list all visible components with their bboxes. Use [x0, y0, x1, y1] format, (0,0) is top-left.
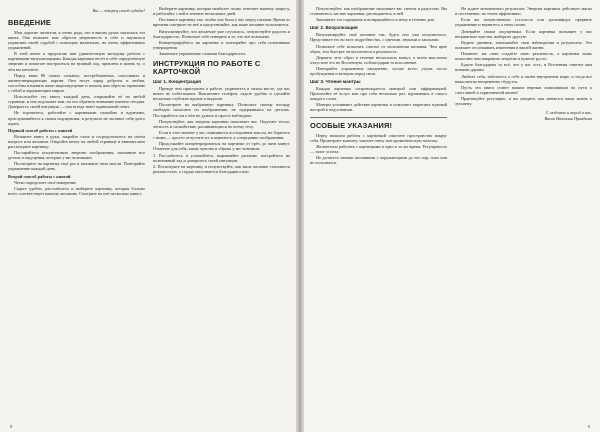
paragraph: Перед началом работы с картинкой очистите пространство вокруг себя. Проветрите комнату, зажгите свечу или ароматическую палочку. [310, 132, 447, 143]
instruction-heading: ИНСТРУКЦИЯ ПО РАБОТЕ С КАРТОЧКОЙ [153, 59, 261, 77]
paragraph: Не делитесь своими желаниями с окружающими до тех пор, пока они не исполнятся. [310, 155, 447, 166]
paragraph: Желательно работать с картинками в одно и то же время. Регулярность — залог успеха. [310, 143, 447, 154]
subheading-first-method: Первый способ работы с книгой [8, 127, 73, 133]
paragraph: Если вы почувствовали усталость или дискомфорт, прервите упражнение и вернитесь к нему позже. [455, 17, 592, 28]
book-gutter [296, 0, 304, 432]
step-2-heading: Шаг 2. Визуализация [310, 25, 358, 31]
paragraph: Перед вами 80 самых сильных, востребованных, счастливых и жизнеутверждающих картин. Они несут заряд доброты и любви, способны изменить ваше мироощущение и помочь вам обрести гармонию с собой и окружающим миром. [8, 72, 145, 93]
paragraph: Используйте эту книгу каждый день, открывайте её на любой странице, и она подскажет вам, на что обратить внимание именно сегодня. Доверьтесь своей интуиции — она всегда знает правильный ответ. [8, 94, 145, 110]
paragraph: Не торопитесь, работайте с картинками спокойно и вдумчиво, прислушивайтесь к своим ощущениям, и результат не заставит себя долго ждать. [8, 110, 145, 126]
paragraph: Сядьте удобно, расслабьтесь и выберите картинку, которая больше всего соответствует вашему желанию. Смотрите на неё несколько минут. [8, 185, 145, 196]
epigraph: Вы — творец своей судьбы! [92, 8, 145, 13]
subheading-second-method: Второй способ работы с книгой [8, 173, 71, 179]
step-1-heading: Шаг 1. Концентрация [153, 79, 201, 85]
paragraph: Будьте благодарны за всё, что у вас есть, и Вселенная ответит вам новыми дарами. [455, 62, 592, 73]
left-page [0, 0, 298, 432]
paragraph: В этой книге я предлагаю вам удивительную методику работы с картинками-визуализациями. Каждая картинка несёт в себе определённую энергию и помогает настроиться на нужный лад, привлечь в жизнь то, о чём вы мечтаете. [8, 51, 145, 72]
paragraph: Держите этот образ в течение нескольких минут, а затем мысленно отпустите его во Вселенную, поблагодарив за исполнение. [310, 54, 447, 65]
paragraph: Визуализируйте, что желаемое уже случилось, почувствуйте радость и благодарность. Позвольте себе поверить в то, что всё возможно. [153, 28, 290, 39]
paragraph: Посмотрите на картинку ещё раз и запишите свои мысли. Повторяйте упражнение каждый день. [8, 161, 145, 172]
list-item: 1. Расслабьтесь и успокойтесь, выровняйте дыхание, настройтесь на позитивный лад и доверьтесь своей интуиции. [153, 152, 290, 163]
left-page-column-2 [153, 6, 290, 424]
special-instructions-heading: ОСОБЫЕ УКАЗАНИЯ! [310, 120, 393, 130]
paragraph: Мои дорогие читатели, я очень рада, что в ваших руках оказалась эта книга. Она поможет вам обрести уверенность в себе и научиться управлять своей судьбой с помощью маленьких, но очень эффективных упражнений. [8, 30, 145, 51]
paragraph: Закончите упражнение словами благодарности. [159, 51, 246, 57]
step-3-heading: Шаг 3. Чтение мантры [310, 79, 361, 85]
paragraph: Почувствуйте, как изображение наполняет вас светом и радостью. Вы становитесь частью картинки, растворяетесь в ней. [310, 6, 447, 17]
paragraph: Прежде чем приступить к работе, уединитесь в тихом месте, где вас никто не побеспокоит. Выключите телефон, сядьте удобно и сделайте несколько глубоких вдохов и выдохов. [153, 86, 290, 102]
paragraph: Помните: вы сами создаёте свою реальность, а картинки лишь помогают вам направить энергию в нужное русло. [455, 51, 592, 62]
paragraph: Повторяйте упражнение ежедневно, лучше всего утром после пробуждения и вечером перед сном. [310, 66, 447, 77]
paragraph: Выберите картинку, которая наиболее полно отвечает вашему запросу, и работайте с ней в течение нескольких дней. [153, 6, 290, 17]
paragraph: Поставьте картинку так, чтобы она была у вас перед глазами. Время от времени смотрите на неё и представляйте, как ваше желание исполняется. [153, 17, 290, 28]
paragraph: Концентрируйтесь на картинке и повторяйте про себя позитивные утверждения. [153, 39, 290, 50]
paragraph: Продолжайте концентрироваться на картинке от трёх до пяти минут. Отметьте для себя, какие чувства и образы у вас возникли. [153, 141, 290, 152]
left-page-column-1 [8, 6, 145, 424]
paragraph: Практикуйте регулярно, и вы увидите, как меняется ваша жизнь к лучшему. [455, 96, 592, 107]
signature-line-1: С любовью и верой в вас, [545, 110, 592, 116]
page-number: 8 [10, 424, 13, 429]
paragraph: Визуализируйте своё желание так, будто оно уже исполнилось. Представьте его во всех подробностях, с цветами, звуками и запахами. [310, 32, 447, 43]
paragraph: Любите себя, заботьтесь о себе и своём внутреннем мире, и тогда все ваши мечты непременно сбудутся. [455, 73, 592, 84]
right-page-column-1 [310, 6, 447, 424]
paragraph: Не ждите мгновенного результата. Энергия картинок действует мягко и постепенно, но очень эффективно. [455, 6, 592, 17]
paragraph: Мантры усиливают действие картинки и помогают закрепить нужный настрой в подсознании. [310, 102, 447, 113]
signature-line-2: Ваша Наталья Правдина [544, 115, 592, 121]
paragraph: Четко определите своё намерение. [14, 179, 78, 185]
paragraph: Запомните это ощущение и возвращайтесь к нему в течение дня. [316, 17, 435, 23]
introduction-heading: ВВЕДЕНИЕ [8, 18, 51, 27]
paragraph: Пусть эта книга станет вашим верным помощником на пути к счастливой и гармоничной жизни! [455, 84, 592, 96]
paragraph: Постарайтесь почувствовать энергию изображения, запомните все детали и ощущения, которые у вас возникают. [8, 150, 145, 161]
divider [310, 117, 447, 118]
right-page [302, 0, 600, 432]
paragraph: Посмотрите на выбранную картинку. Позвольте своему взгляду свободно скользить по изображению, не задерживаясь на деталях. Постарайтесь ни о чём не думать и просто наблюдать. [153, 102, 290, 118]
right-page-column-2 [455, 6, 592, 424]
page-number: 9 [587, 424, 590, 429]
paragraph: Доверяйте своим ощущениям. Если картинка вызывает у вас неприятные чувства, выберите другую. [455, 28, 592, 39]
list-item: 2. Посмотрите на картинку и почувствуйте, как ваше желание становится реальностью, а сердце наполняется благодарностью. [153, 163, 290, 174]
paragraph: Позвольте себе испытать счастье от исполнения желания. Чем ярче образ, тем быстрее он воплотится в реальность. [310, 43, 447, 54]
paragraph: Почувствуйте, как энергия картинки наполняет вас. Ощутите тепло, лёгкость и спокойствие, разливающиеся по всему телу. [153, 118, 290, 129]
paragraph: Каждая картинка сопровождается мантрой или аффирмацией. Прочитайте её вслух или про себя несколько раз, вдумываясь в смысл каждого слова. [310, 86, 447, 102]
paragraph: Ведите дневник, записывайте свои наблюдения и результаты. Это поможет отслеживать изменения в вашей жизни. [455, 39, 592, 50]
paragraph: Если в этот момент у вас появляются посторонние мысли, не боритесь с ними — просто отпустите их и вернитесь к созерцанию изображения. [153, 130, 290, 141]
paragraph: Возьмите книгу в руки, закройте глаза и сосредоточьтесь на своём вопросе или желании. Откройте книгу на любой странице и внимательно рассмотрите картинку. [8, 133, 145, 149]
